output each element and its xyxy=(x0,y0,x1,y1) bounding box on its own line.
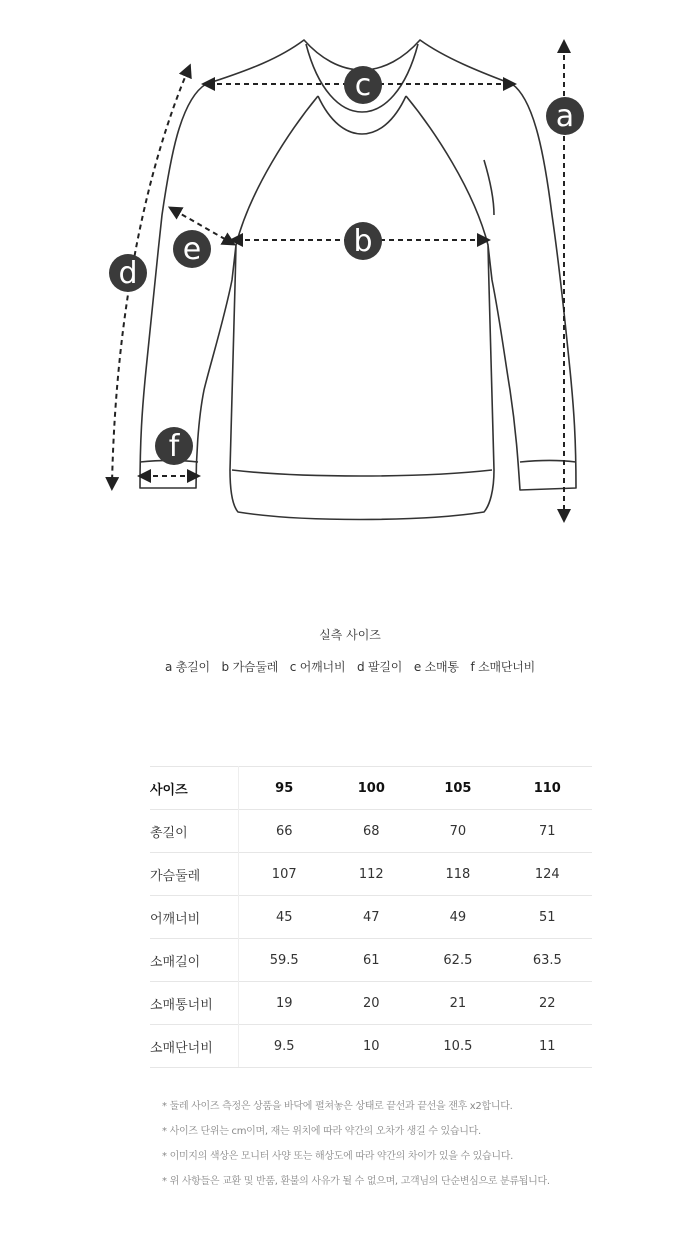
sweatshirt-measurement-diagram xyxy=(0,0,700,540)
row-label: 소매통너비 xyxy=(150,982,239,1025)
table-cell: 63.5 xyxy=(503,939,592,982)
notes xyxy=(162,1094,622,1194)
row-label: 가슴둘레 xyxy=(150,853,239,896)
row-label: 소매길이 xyxy=(150,939,239,982)
badge-a xyxy=(546,97,584,135)
table-row xyxy=(150,939,592,982)
table-cell: 20 xyxy=(329,982,413,1025)
table-cell: 59.5 xyxy=(239,939,330,982)
badge-c-label: c xyxy=(354,68,372,103)
legend-item-f: f 소매단너비 xyxy=(470,660,536,674)
badge-f xyxy=(155,427,193,465)
table-row xyxy=(150,853,592,896)
table-header-row xyxy=(150,767,592,810)
section-title: 실측 사이즈 xyxy=(319,628,381,642)
table-cell: 112 xyxy=(329,853,413,896)
badge-f-label: f xyxy=(168,429,180,464)
badge-b xyxy=(344,222,382,260)
table-cell: 118 xyxy=(413,853,502,896)
table-cell: 19 xyxy=(239,982,330,1025)
table-cell: 10.5 xyxy=(413,1025,502,1068)
table-cell: 9.5 xyxy=(239,1025,330,1068)
note-line: * 위 사항들은 교환 및 반품, 환불의 사유가 될 수 없으며, 고객님의 단순변심으로 분류됩니다. xyxy=(162,1176,550,1187)
sweatshirt-outline xyxy=(140,40,576,520)
badge-e xyxy=(173,230,211,268)
note-line: * 이미지의 색상은 모니터 사양 또는 해상도에 따라 약간의 차이가 있을 수 있습니다. xyxy=(162,1151,514,1162)
legend-item-d: d 팔길이 xyxy=(356,660,403,674)
table-cell: 22 xyxy=(503,982,592,1025)
table-cell: 45 xyxy=(239,896,330,939)
badge-d xyxy=(109,254,147,292)
table-cell: 124 xyxy=(503,853,592,896)
legend-item-c: c 어깨너비 xyxy=(289,660,346,674)
row-label: 어깨너비 xyxy=(150,896,239,939)
badge-e-label: e xyxy=(182,232,202,267)
legend-item-b: b 가슴둘레 xyxy=(221,660,279,674)
table-row xyxy=(150,1025,592,1068)
badge-a-label: a xyxy=(555,99,575,134)
row-label: 총길이 xyxy=(150,810,239,853)
table-cell: 71 xyxy=(503,810,592,853)
header-cell: 100 xyxy=(329,767,413,810)
badge-b-label: b xyxy=(353,224,373,259)
header-cell: 사이즈 xyxy=(150,767,239,810)
table-cell: 49 xyxy=(413,896,502,939)
measurement-legend xyxy=(0,658,700,675)
table-cell: 107 xyxy=(239,853,330,896)
table-cell: 51 xyxy=(503,896,592,939)
table-cell: 62.5 xyxy=(413,939,502,982)
table-row xyxy=(150,982,592,1025)
header-cell: 105 xyxy=(413,767,502,810)
header-cell: 95 xyxy=(239,767,330,810)
table-cell: 21 xyxy=(413,982,502,1025)
table-cell: 68 xyxy=(329,810,413,853)
table-cell: 10 xyxy=(329,1025,413,1068)
table-cell: 70 xyxy=(413,810,502,853)
table-cell: 47 xyxy=(329,896,413,939)
size-table xyxy=(150,766,592,1068)
table-row xyxy=(150,896,592,939)
note-line: * 둘레 사이즈 측정은 상품을 바닥에 펼쳐놓은 상태로 끝선과 끝선을 잰후 x2합니다. xyxy=(162,1101,513,1112)
badge-d-label: d xyxy=(118,256,138,291)
table-cell: 11 xyxy=(503,1025,592,1068)
table-cell: 61 xyxy=(329,939,413,982)
row-label: 소매단너비 xyxy=(150,1025,239,1068)
table-cell: 66 xyxy=(239,810,330,853)
legend-item-a: a 총길이 xyxy=(164,660,210,674)
note-line: * 사이즈 단위는 cm이며, 재는 위치에 따라 약간의 오차가 생길 수 있습니다. xyxy=(162,1126,481,1137)
legend-item-e: e 소매통 xyxy=(413,660,459,674)
header-cell: 110 xyxy=(503,767,592,810)
table-row xyxy=(150,810,592,853)
badge-c xyxy=(344,66,382,104)
